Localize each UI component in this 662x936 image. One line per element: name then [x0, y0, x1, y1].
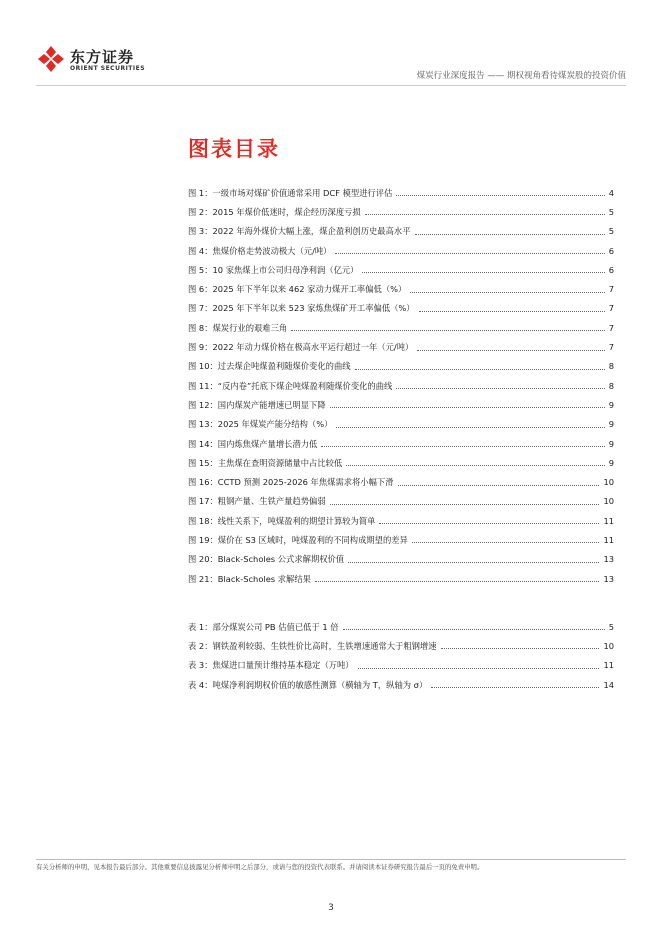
dot-leader [348, 562, 599, 563]
figure-entry-label: 图 16：CCTD 预测 2025-2026 年焦煤需求将小幅下滑 [188, 477, 394, 488]
dot-leader [346, 465, 604, 466]
figure-entry-page: 11 [603, 515, 614, 526]
report-header: 煤炭行业深度报告 —— 期权视角看待煤炭股的投资价值 [416, 71, 626, 81]
figure-entry-label: 图 10：过去煤企吨煤盈利随煤价变化的曲线 [188, 361, 351, 372]
figure-entry[interactable] [188, 530, 614, 549]
figure-entry-page: 7 [608, 342, 614, 353]
dot-leader [321, 446, 604, 447]
figure-entry[interactable] [188, 395, 614, 414]
footer-disclaimer: 有关分析师的申明，见本报告最后部分。其他重要信息披露见分析师申明之后部分，或请与您的投资代表联系。并请阅读本证券研究报告最后一页的免责申明。 [36, 863, 484, 871]
figure-entry[interactable] [188, 550, 614, 569]
figure-entry-page: 11 [603, 534, 614, 545]
footer-divider [36, 859, 626, 860]
figure-entry[interactable] [188, 453, 614, 472]
figure-entry-label: 图 3：2022 年海外煤价大幅上涨，煤企盈利创历史最高水平 [188, 226, 411, 237]
figure-entry-page: 9 [608, 438, 614, 449]
figure-list [188, 183, 614, 588]
figure-entry-label: 图 17：粗钢产量、生铁产量趋势偏弱 [188, 496, 326, 507]
dot-leader [417, 350, 604, 351]
dot-leader [336, 427, 604, 428]
table-entry[interactable] [188, 656, 614, 675]
figure-entry-label: 图 18：线性关系下，吨煤盈利的期望计算较为简单 [188, 515, 376, 526]
logo-mark-icon [36, 44, 66, 74]
dot-leader [362, 272, 604, 273]
figure-entry-page: 13 [603, 554, 614, 565]
figure-entry-label: 图 7：2025 年下半年以来 523 家炼焦煤矿开工率偏低（%） [188, 303, 415, 314]
brand-name-en: ORIENT SECURITIES [70, 65, 146, 72]
figure-entry-label: 图 19：煤价在 S3 区域时，吨煤盈利的不同构成期望的差异 [188, 534, 408, 545]
dot-leader [398, 485, 600, 486]
dot-leader [355, 369, 605, 370]
figure-entry-label: 图 12：国内煤炭产能增速已明显下降 [188, 399, 326, 410]
figure-entry[interactable] [188, 183, 614, 202]
figure-entry[interactable] [188, 337, 614, 356]
figure-entry-label: 图 11：“反内卷”托底下煤企吨煤盈利随煤价变化的曲线 [188, 380, 393, 391]
brand-name-cn: 东方证券 [70, 48, 135, 66]
figure-entry-page: 8 [608, 380, 614, 391]
dot-leader [431, 687, 599, 688]
page-number: 3 [328, 903, 334, 913]
figure-entry-page: 7 [608, 303, 614, 314]
dot-leader [441, 648, 600, 649]
figure-entry-page: 7 [608, 284, 614, 295]
figure-entry-page: 4 [608, 187, 614, 198]
figure-entry[interactable] [188, 376, 614, 395]
figure-entry[interactable] [188, 299, 614, 318]
dot-leader [379, 523, 599, 524]
figure-entry-label: 图 13：2025 年煤炭产能分结构（%） [188, 419, 333, 430]
figure-entry[interactable] [188, 241, 614, 260]
figure-entry-page: 6 [608, 264, 614, 275]
table-entry-label: 表 1：部分煤炭公司 PB 估值已低于 1 倍 [188, 621, 339, 632]
figure-entry-label: 图 9：2022 年动力煤价格在极高水平运行超过一年（元/吨） [188, 342, 414, 353]
figure-entry-label: 图 5：10 家焦煤上市公司归母净利润（亿元） [188, 264, 359, 275]
figure-entry-page: 5 [608, 206, 614, 217]
figure-entry-label: 图 20：Black-Scholes 公式求解期权价值 [188, 554, 345, 565]
dot-leader [410, 292, 604, 293]
figure-entry[interactable] [188, 202, 614, 221]
figure-entry-label: 图 1：一级市场对煤矿价值通常采用 DCF 模型进行评估 [188, 187, 393, 198]
dot-leader [315, 581, 599, 582]
table-entry[interactable] [188, 617, 614, 636]
figure-entry-label: 图 6：2025 年下半年以来 462 家动力煤开工率偏低（%） [188, 284, 407, 295]
figure-entry-page: 7 [608, 322, 614, 333]
table-list [188, 617, 614, 694]
figure-entry[interactable] [188, 222, 614, 241]
dot-leader [291, 330, 605, 331]
dot-leader [412, 542, 600, 543]
figure-entry[interactable] [188, 260, 614, 279]
table-entry-label: 表 4：吨煤净利润期权价值的敏感性测算（横轴为 T，纵轴为 σ） [188, 679, 428, 690]
dot-leader [335, 253, 604, 254]
dot-leader [396, 195, 604, 196]
figure-entry-page: 6 [608, 245, 614, 256]
dot-leader [330, 407, 605, 408]
table-entry-page: 5 [608, 621, 614, 632]
figure-entry[interactable] [188, 318, 614, 337]
header-divider [36, 85, 626, 86]
figure-entry-label: 图 4：焦煤价格走势波动极大（元/吨） [188, 245, 332, 256]
figure-entry[interactable] [188, 472, 614, 491]
figure-entry-label: 图 21：Black-Scholes 求解结果 [188, 573, 311, 584]
figure-entry-label: 图 2：2015 年煤价低迷时，煤企经历深度亏损 [188, 206, 361, 217]
dot-leader [365, 214, 605, 215]
dot-leader [396, 388, 604, 389]
figure-entry-page: 10 [603, 496, 614, 507]
figure-entry-page: 9 [608, 457, 614, 468]
figure-entry-page: 5 [608, 226, 614, 237]
dot-leader [415, 234, 605, 235]
figure-entry-label: 图 8：煤炭行业的艰难三角 [188, 322, 288, 333]
table-entry[interactable] [188, 636, 614, 655]
figure-entry-label: 图 14：国内炼焦煤产量增长潜力低 [188, 438, 318, 449]
figure-entry-label: 图 15：主焦煤在查明资源储量中占比较低 [188, 457, 343, 468]
dot-leader [330, 504, 600, 505]
brand-logo [36, 44, 146, 78]
figure-entry[interactable] [188, 279, 614, 298]
figure-entry-page: 8 [608, 361, 614, 372]
dot-leader [419, 311, 605, 312]
dot-leader [343, 629, 605, 630]
figure-entry-page: 13 [603, 573, 614, 584]
table-entry-label: 表 2：钢铁盈利较弱、生铁性价比高时，生铁增速通常大于粗钢增速 [188, 640, 437, 651]
figure-entry[interactable] [188, 434, 614, 453]
figure-entry-page: 9 [608, 419, 614, 430]
table-entry[interactable] [188, 675, 614, 694]
table-entry-page: 14 [603, 679, 614, 690]
table-entry-label: 表 3：焦煤进口量预计维持基本稳定（万吨） [188, 660, 354, 671]
figure-entry[interactable] [188, 415, 614, 434]
toc-title: 图表目录 [188, 137, 280, 161]
figure-entry[interactable] [188, 511, 614, 530]
table-entry-page: 11 [603, 660, 614, 671]
figure-entry-page: 9 [608, 399, 614, 410]
table-entry-page: 10 [603, 640, 614, 651]
figure-entry[interactable] [188, 569, 614, 588]
figure-entry[interactable] [188, 492, 614, 511]
dot-leader [358, 668, 600, 669]
figure-entry-page: 10 [603, 477, 614, 488]
figure-entry[interactable] [188, 357, 614, 376]
